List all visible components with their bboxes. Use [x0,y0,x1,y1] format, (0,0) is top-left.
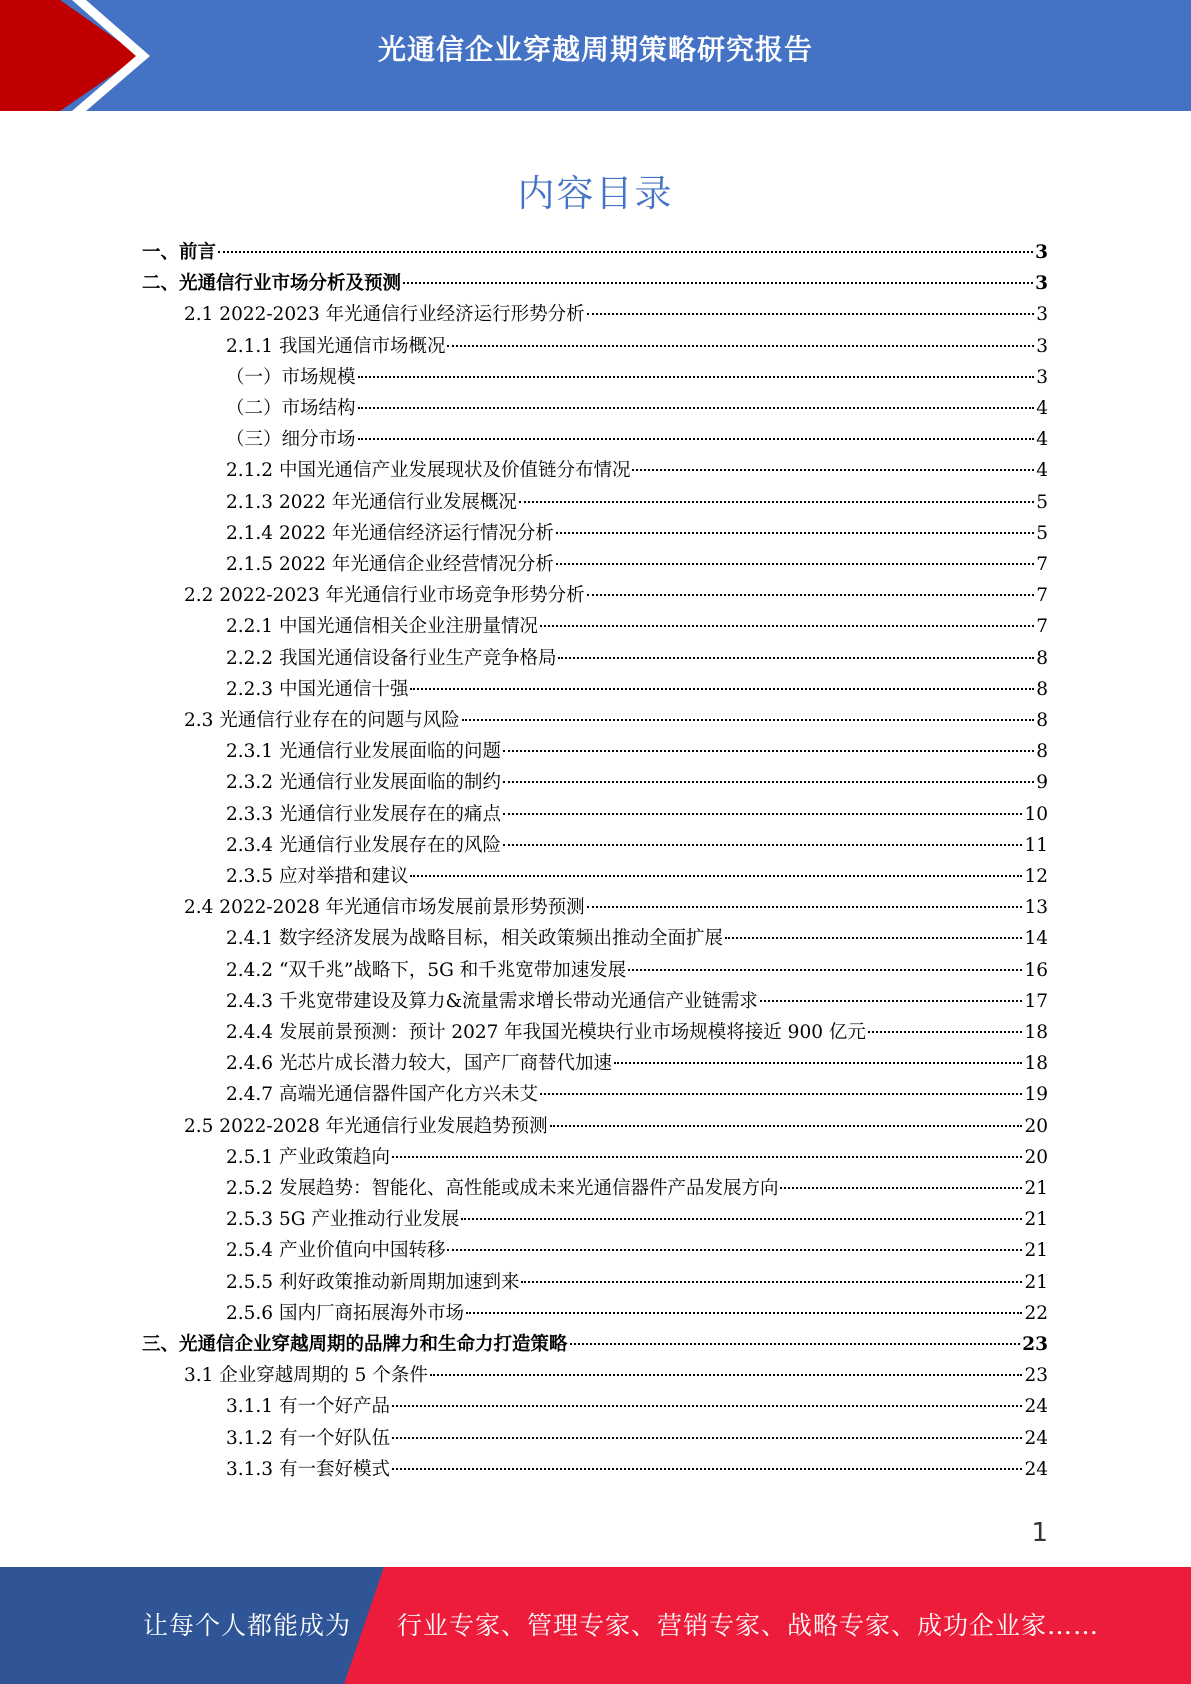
toc-entry[interactable] [226,1425,1048,1453]
toc-entry[interactable] [226,1050,1048,1078]
toc-entry-title: （三）细分市场 [226,429,356,451]
toc-leader-dots [587,905,1023,908]
toc-leader-dots [503,812,1022,815]
toc-entry-page: 7 [1036,585,1048,607]
toc-entry-page: 22 [1024,1302,1048,1324]
toc-entry[interactable] [226,395,1048,423]
toc-entry[interactable] [226,457,1048,485]
toc-entry[interactable] [142,239,1048,267]
toc-entry-title: 3.1.1 有一个好产品 [226,1396,390,1418]
toc-leader-dots [358,406,1035,409]
toc-entry[interactable] [226,1019,1048,1047]
toc-leader-dots [430,1373,1023,1376]
toc-entry[interactable] [226,738,1048,766]
toc-entry[interactable] [226,645,1048,673]
toc-leader-dots [392,1436,1022,1439]
toc-entry-page: 7 [1036,616,1048,638]
toc-entry-page: 18 [1024,1022,1048,1043]
toc-entry[interactable] [142,1331,1048,1359]
toc-entry-title: 2.4.4 发展前景预测：预计 2027 年我国光模块行业市场规模将接近 900 亿元 [226,1022,866,1043]
toc-title: 内容目录 [517,172,674,215]
toc-entry-title: 二、光通信行业市场分析及预测 [142,273,402,295]
toc-entry[interactable] [184,894,1048,922]
toc-entry-title: 2.5.1 产业政策趋向 [226,1146,390,1168]
toc-leader-dots [519,500,1034,503]
toc-entry-page: 8 [1036,678,1048,700]
toc-entry-page: 4 [1036,429,1048,451]
toc-entry-title: （一）市场规模 [226,366,356,388]
toc-entry-page: 8 [1036,647,1048,669]
toc-leader-dots [725,936,1022,939]
toc-entry-title: 2.3 光通信行业存在的问题与风险 [184,710,460,731]
toc-entry[interactable] [226,1300,1048,1328]
toc-entry-page: 23 [1022,1334,1048,1355]
toc-entry-title: 3.1 企业穿越周期的 5 个条件 [184,1365,428,1387]
toc-entry-page: 14 [1024,928,1048,950]
footer-band [0,1567,1191,1684]
toc-entry[interactable] [226,988,1048,1016]
toc-entry-page: 10 [1024,803,1048,825]
toc-entry-title: 2.5.4 产业价值向中国转移 [226,1240,446,1262]
toc-entry-page: 24 [1024,1396,1048,1418]
toc-entry-page: 8 [1036,710,1048,731]
toc-entry-page: 7 [1036,554,1048,575]
toc-leader-dots [447,1248,1022,1251]
toc-entry-page: 3 [1035,242,1048,263]
toc-leader-dots [392,1404,1022,1407]
toc-leader-dots [358,437,1035,440]
toc-entry[interactable] [184,582,1048,610]
toc-leader-dots [403,281,1033,284]
toc-entry-page: 8 [1036,741,1048,763]
toc-entry-title: 一、前言 [142,242,217,263]
toc-entry[interactable] [226,1269,1048,1297]
toc-entry-title: 2.3.1 光通信行业发展面临的问题 [226,741,501,763]
toc-entry[interactable] [226,769,1048,797]
toc-leader-dots [760,999,1023,1002]
toc-entry-page: 21 [1024,1271,1048,1293]
toc-entry[interactable] [226,957,1048,985]
toc-entry-title: 2.2 2022-2023 年光通信行业市场竞争形势分析 [184,585,585,607]
toc-entry[interactable] [226,1393,1048,1421]
toc-leader-dots [632,468,1034,471]
toc-entry-title: 2.5.6 国内厂商拓展海外市场 [226,1302,464,1324]
toc-entry[interactable] [184,707,1048,735]
toc-entry-title: 2.3.2 光通信行业发展面临的制约 [226,772,501,794]
toc-entry[interactable] [142,270,1048,298]
toc-entry-title: 2.1.3 2022 年光通信行业发展概况 [226,491,517,513]
toc-leader-dots [392,1467,1022,1470]
toc-entry-page: 24 [1024,1458,1048,1480]
toc-entry-page: 18 [1024,1053,1048,1075]
toc-entry[interactable] [226,925,1048,953]
toc-entry[interactable] [226,333,1048,361]
toc-entry[interactable] [226,1237,1048,1265]
toc-entry-title: 2.4 2022-2028 年光通信市场发展前景形势预测 [184,897,585,919]
toc-entry-page: 12 [1024,866,1048,887]
toc-leader-dots [540,1092,1022,1095]
toc-entry-page: 3 [1036,366,1048,388]
toc-leader-dots [628,968,1022,971]
toc-entry-title: 三、光通信企业穿越周期的品牌力和生命力打造策略 [142,1334,568,1355]
toc-entry-page: 5 [1036,491,1048,513]
toc-leader-dots [614,1061,1022,1064]
toc-leader-dots [570,1342,1021,1345]
report-title: 光通信企业穿越周期策略研究报告 [377,33,813,66]
toc-entry-title: 3.1.2 有一个好队伍 [226,1427,390,1449]
toc-entry[interactable] [226,426,1048,454]
toc-entry[interactable] [226,1456,1048,1484]
toc-entry-page: 20 [1024,1146,1048,1168]
toc-leader-dots [556,562,1034,565]
toc-leader-dots [556,531,1034,534]
page-number: 1 [1031,1518,1048,1548]
toc-entry-page: 3 [1035,273,1048,295]
toc-entry-page: 13 [1024,897,1048,919]
toc-entry[interactable] [226,364,1048,392]
toc-entry-page: 21 [1024,1240,1048,1262]
toc-leader-dots [218,250,1033,253]
toc-entry-title: 2.1.2 中国光通信产业发展现状及价值链分布情况 [226,460,631,482]
toc-leader-dots [447,344,1034,347]
footer-roles: 行业专家、管理专家、营销专家、战略专家、成功企业家…… [397,1611,1100,1640]
toc-leader-dots [587,593,1035,596]
toc-entry-title: 3.1.3 有一套好模式 [226,1458,390,1480]
toc-entry[interactable] [226,489,1048,517]
toc-entry[interactable] [226,676,1048,704]
toc-leader-dots [587,312,1035,315]
toc-entry[interactable] [226,832,1048,860]
toc-entry-page: 9 [1036,772,1048,794]
toc-entry[interactable] [226,551,1048,579]
toc-leader-dots [503,843,1022,846]
toc-entry-title: 2.1 2022-2023 年光通信行业经济运行形势分析 [184,304,585,326]
toc-entry-title: （二）市场结构 [226,398,356,419]
toc-entry-title: 2.2.3 中国光通信十强 [226,678,409,700]
toc-leader-dots [540,624,1034,627]
toc-entry-title: 2.1.1 我国光通信市场概况 [226,335,446,357]
toc-entry-title: 2.2.1 中国光通信相关企业注册量情况 [226,616,538,638]
toc-entry-page: 21 [1024,1209,1048,1231]
toc-entry-page: 20 [1024,1115,1048,1137]
toc-entry-page: 3 [1036,304,1048,326]
toc-entry-title: 2.4.1 数字经济发展为战略目标，相关政策频出推动全面扩展 [226,928,723,950]
toc-leader-dots [521,1280,1022,1283]
toc-entry[interactable] [184,1362,1048,1390]
toc-entry[interactable] [226,520,1048,548]
toc-entry-title: 2.5 2022-2028 年光通信行业发展趋势预测 [184,1115,548,1137]
toc-entry-page: 4 [1036,398,1048,419]
header-band [0,0,1191,111]
toc-entry-title: 2.1.4 2022 年光通信经济运行情况分析 [226,522,554,544]
toc-entry-title: 2.5.3 5G 产业推动行业发展 [226,1209,460,1231]
toc-entry-title: 2.5.5 利好政策推动新周期加速到来 [226,1271,520,1293]
toc-leader-dots [503,780,1034,783]
toc-leader-dots [462,718,1034,721]
toc-entry-page: 19 [1024,1084,1048,1106]
toc-entry-page: 5 [1036,522,1048,544]
toc-entry-title: 2.3.3 光通信行业发展存在的痛点 [226,803,501,825]
toc-leader-dots [558,656,1034,659]
toc-entry-page: 24 [1024,1427,1048,1449]
toc-entry[interactable] [226,1206,1048,1234]
toc-leader-dots [550,1124,1023,1127]
toc-entry[interactable] [226,1081,1048,1109]
toc-entry-title: 2.3.5 应对举措和建议 [226,866,409,887]
toc-entry-page: 3 [1036,335,1048,357]
toc-entry-title: 2.4.3 千兆宽带建设及算力&流量需求增长带动光通信产业链需求 [226,990,758,1012]
toc-entry[interactable] [184,301,1048,329]
toc-entry[interactable] [226,863,1048,891]
toc-entry-page: 21 [1024,1178,1048,1199]
toc-entry-page: 11 [1024,834,1048,856]
toc-entry-page: 4 [1036,460,1048,482]
toc-entry-title: 2.2.2 我国光通信设备行业生产竞争格局 [226,647,557,669]
toc-leader-dots [503,749,1034,752]
toc-entry[interactable] [226,801,1048,829]
toc-entry-title: 2.4.6 光芯片成长潜力较大，国产厂商替代加速 [226,1053,612,1075]
toc-entry[interactable] [184,1113,1048,1141]
toc-leader-dots [392,1155,1022,1158]
toc-entry-page: 16 [1024,959,1048,981]
toc-entry-title: 2.1.5 2022 年光通信企业经营情况分析 [226,554,554,575]
toc-entry-title: 2.4.7 高端光通信器件国产化方兴未艾 [226,1084,538,1106]
toc-entry[interactable] [226,613,1048,641]
toc-entry[interactable] [226,1144,1048,1172]
toc-entry-title: 2.4.2 “双千兆”战略下，5G 和千兆宽带加速发展 [226,959,627,981]
toc-leader-dots [461,1217,1022,1220]
footer-slogan: 让每个人都能成为 [143,1611,352,1640]
toc-entry-title: 2.3.4 光通信行业发展存在的风险 [226,834,501,856]
toc-entry-page: 17 [1024,990,1048,1012]
toc-leader-dots [780,1186,1022,1189]
toc-leader-dots [358,375,1035,378]
toc-leader-dots [466,1311,1022,1314]
toc-entry[interactable] [226,1175,1048,1203]
toc-leader-dots [868,1030,1023,1033]
toc-leader-dots [410,874,1022,877]
toc-leader-dots [410,687,1034,690]
toc-entry-page: 23 [1024,1365,1048,1387]
toc-entry-title: 2.5.2 发展趋势：智能化、高性能或成未来光通信器件产品发展方向 [226,1178,779,1199]
